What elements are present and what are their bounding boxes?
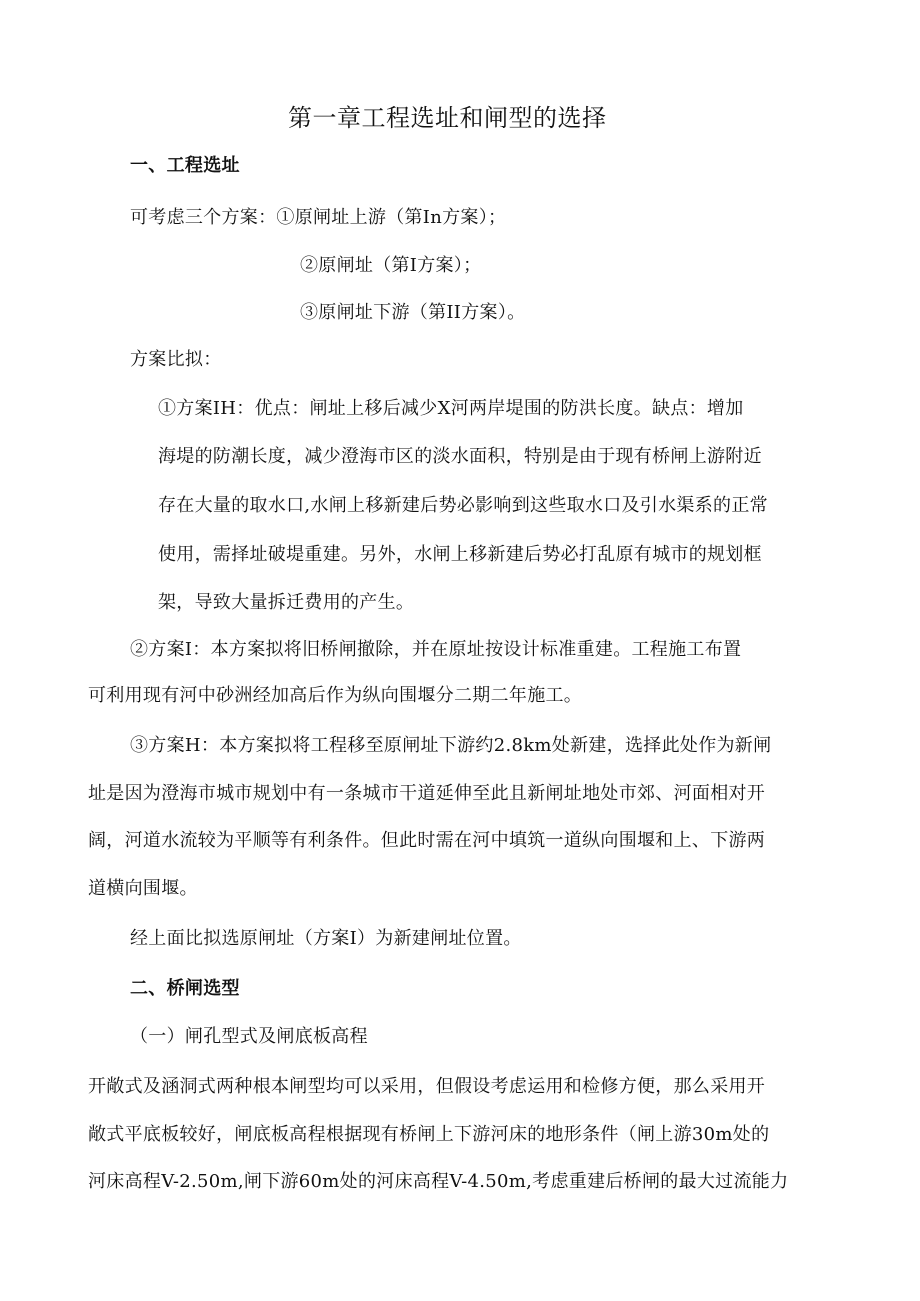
options-intro: 可考虑三个方案：①原闸址上游（第In方案）； (130, 207, 507, 228)
body-line: 开敞式及涵洞式两种根本闸型均可以采用，但假设考虑运用和检修方便，那么采用开 (88, 1076, 766, 1097)
plan-ih-line: ①方案IH：优点：闸址上移后减少X河两岸堤围的防洪长度。缺点：增加 (158, 398, 744, 419)
plan-h-line: 阔，河道水流较为平顺等有利条件。但此时需在河中填筑一道纵向围堰和上、下游两 (88, 830, 766, 851)
section-heading-site-selection: 一、工程选址 (130, 155, 240, 176)
plan-h-line: ③方案H：本方案拟将工程移至原闸址下游约2.8km处新建，选择此处作为新闸 (130, 735, 772, 756)
section-heading-gate-type: 二、桥闸选型 (130, 978, 240, 999)
plan-i-line: ②方案I：本方案拟将旧桥闸撤除，并在原址按设计标准重建。工程施工布置 (130, 639, 742, 660)
option-2: ②原闸址（第I方案）； (300, 255, 482, 276)
option-3: ③原闸址下游（第II方案）。 (300, 302, 526, 323)
conclusion: 经上面比拟选原闸址（方案I）为新建闸址位置。 (130, 928, 522, 949)
plan-i-line: 可利用现有河中砂洲经加高后作为纵向围堰分二期二年施工。 (88, 685, 583, 706)
comparison-label: 方案比拟： (130, 349, 222, 370)
plan-ih-line: 架，导致大量拆迁费用的产生。 (158, 592, 415, 613)
plan-ih-line: 存在大量的取水口,水闸上移新建后势必影响到这些取水口及引水渠系的正常 (158, 495, 768, 516)
body-line: 敞式平底板较好，闸底板高程根据现有桥闸上下游河床的地形条件（闸上游30m处的 (88, 1124, 770, 1145)
plan-ih-line: 使用，需择址破堤重建。另外，水闸上移新建后势必打乱原有城市的规划框 (158, 544, 762, 565)
plan-ih-line: 海堤的防潮长度，减少澄海市区的淡水面积，特别是由于现有桥闸上游附近 (158, 446, 762, 467)
subheading-gate-opening: （一）闸孔型式及闸底板高程 (130, 1026, 368, 1047)
plan-h-line: 址是因为澄海市城市规划中有一条城市干道延伸至此且新闸址地处市郊、河面相对开 (88, 783, 766, 804)
body-line: 河床高程V-2.50m,闸下游60m处的河床高程V-4.50m,考虑重建后桥闸的最大过流能力 (88, 1171, 789, 1192)
page-title: 第一章工程选址和闸型的选择 (288, 104, 607, 132)
plan-h-line: 道横向围堰。 (88, 878, 198, 899)
